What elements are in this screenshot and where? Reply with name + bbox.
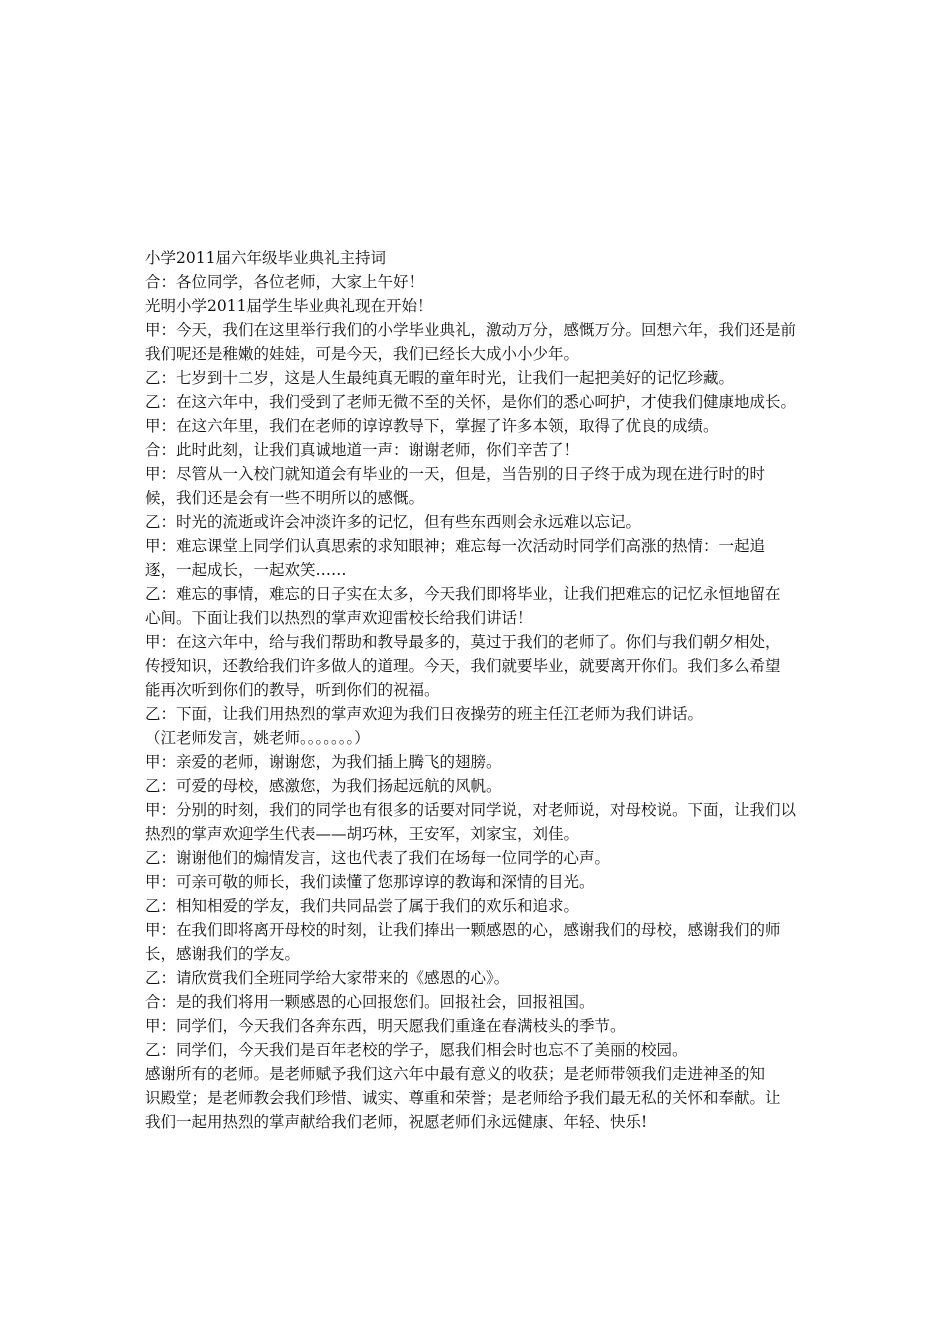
text-line: 甲：今天，我们在这里举行我们的小学毕业典礼，激动万分，感慨万分。回想六年，我们还是前 bbox=[145, 321, 797, 339]
text-line: 乙：可爱的母校，感激您，为我们扬起远航的风帆。 bbox=[145, 777, 502, 795]
text-line: 乙：谢谢他们的煽情发言，这也代表了我们在场每一位同学的心声。 bbox=[145, 849, 611, 867]
text-line: 乙：在这六年中，我们受到了老师无微不至的关怀，是你们的悉心呵护，才使我们健康地成长。 bbox=[145, 393, 797, 411]
text-line: 识殿堂；是老师教会我们珍惜、诚实、尊重和荣誉；是老师给予我们最无私的关怀和奉献。让 bbox=[145, 1089, 781, 1107]
text-line: 合：是的我们将用一颗感恩的心回报您们。回报社会，回报祖国。 bbox=[145, 993, 595, 1011]
text-line: 乙：相知相爱的学友，我们共同品尝了属于我们的欢乐和追求。 bbox=[145, 897, 580, 915]
text-line: 感谢所有的老师。是老师赋予我们这六年中最有意义的收获；是老师带领我们走进神圣的知 bbox=[145, 1065, 766, 1083]
text-line: 心间。下面让我们以热烈的掌声欢迎雷校长给我们讲话！ bbox=[145, 609, 533, 627]
text-line: 乙：难忘的事情，难忘的日子实在太多，今天我们即将毕业，让我们把难忘的记忆永恒地留在 bbox=[145, 585, 781, 603]
text-line: 乙：请欣赏我们全班同学给大家带来的《感恩的心》。 bbox=[145, 969, 510, 987]
text-line: 逐，一起成长，一起欢笑…… bbox=[145, 561, 347, 579]
document-title: 小学2011届六年级毕业典礼主持词 bbox=[145, 249, 386, 267]
text-line: 光明小学2011届学生毕业典礼现在开始！ bbox=[145, 297, 433, 315]
text-line: 甲：同学们，今天我们各奔东西，明天愿我们重逢在春满枝头的季节。 bbox=[145, 1017, 626, 1035]
text-line: 甲：分别的时刻，我们的同学也有很多的话要对同学说，对老师说，对母校说。下面，让我们以 bbox=[145, 801, 797, 819]
text-line: （江老师发言，姚老师。。。。。。。） bbox=[145, 729, 370, 747]
text-line: 甲：可亲可敬的师长，我们读懂了您那谆谆的教诲和深情的目光。 bbox=[145, 873, 595, 891]
text-line: 候，我们还是会有一些不明所以的感慨。 bbox=[145, 489, 425, 507]
text-line: 乙：时光的流逝或许会冲淡许多的记忆，但有些东西则会永远难以忘记。 bbox=[145, 513, 642, 531]
text-line: 甲：难忘课堂上同学们认真思索的求知眼神；难忘每一次活动时同学们高涨的热情：一起追 bbox=[145, 537, 766, 555]
text-line: 乙：同学们，今天我们是百年老校的学子，愿我们相会时也忘不了美丽的校园。 bbox=[145, 1041, 688, 1059]
text-line: 我们一起用热烈的掌声献给我们老师，祝愿老师们永远健康、年轻、快乐! bbox=[145, 1113, 648, 1131]
text-line: 甲：亲爱的老师，谢谢您，为我们插上腾飞的翅膀。 bbox=[145, 753, 502, 771]
document-page bbox=[145, 246, 815, 1134]
text-line: 合：此时此刻，让我们真诚地道一声：谢谢老师，你们辛苦了！ bbox=[145, 441, 580, 459]
text-line: 我们呢还是稚嫩的娃娃，可是今天，我们已经长大成小小少年。 bbox=[145, 345, 580, 363]
text-line: 甲：在这六年中，给与我们帮助和教导最多的，莫过于我们的老师了。你们与我们朝夕相处， bbox=[145, 633, 781, 651]
text-line: 甲：在这六年里，我们在老师的谆谆教导下，掌握了许多本领，取得了优良的成绩。 bbox=[145, 417, 719, 435]
text-line: 乙：七岁到十二岁，这是人生最纯真无暇的童年时光，让我们一起把美好的记忆珍藏。 bbox=[145, 369, 735, 387]
text-line: 热烈的掌声欢迎学生代表——胡巧林，王安军，刘家宝，刘佳。 bbox=[145, 825, 580, 843]
text-line: 合：各位同学，各位老师，大家上午好！ bbox=[145, 273, 425, 291]
text-line: 甲：尽管从一入校门就知道会有毕业的一天，但是，当告别的日子终于成为现在进行时的时 bbox=[145, 465, 766, 483]
text-line: 乙：下面，让我们用热烈的掌声欢迎为我们日夜操劳的班主任江老师为我们讲话。 bbox=[145, 705, 704, 723]
text-line: 传授知识，还教给我们许多做人的道理。今天，我们就要毕业，就要离开你们。我们多么希望 bbox=[145, 657, 781, 675]
text-line: 能再次听到你们的教导，听到你们的祝福。 bbox=[145, 681, 440, 699]
text-line: 甲：在我们即将离开母校的时刻，让我们捧出一颗感恩的心，感谢我们的母校，感谢我们的师 bbox=[145, 921, 781, 939]
text-line: 长，感谢我们的学友。 bbox=[145, 945, 301, 963]
